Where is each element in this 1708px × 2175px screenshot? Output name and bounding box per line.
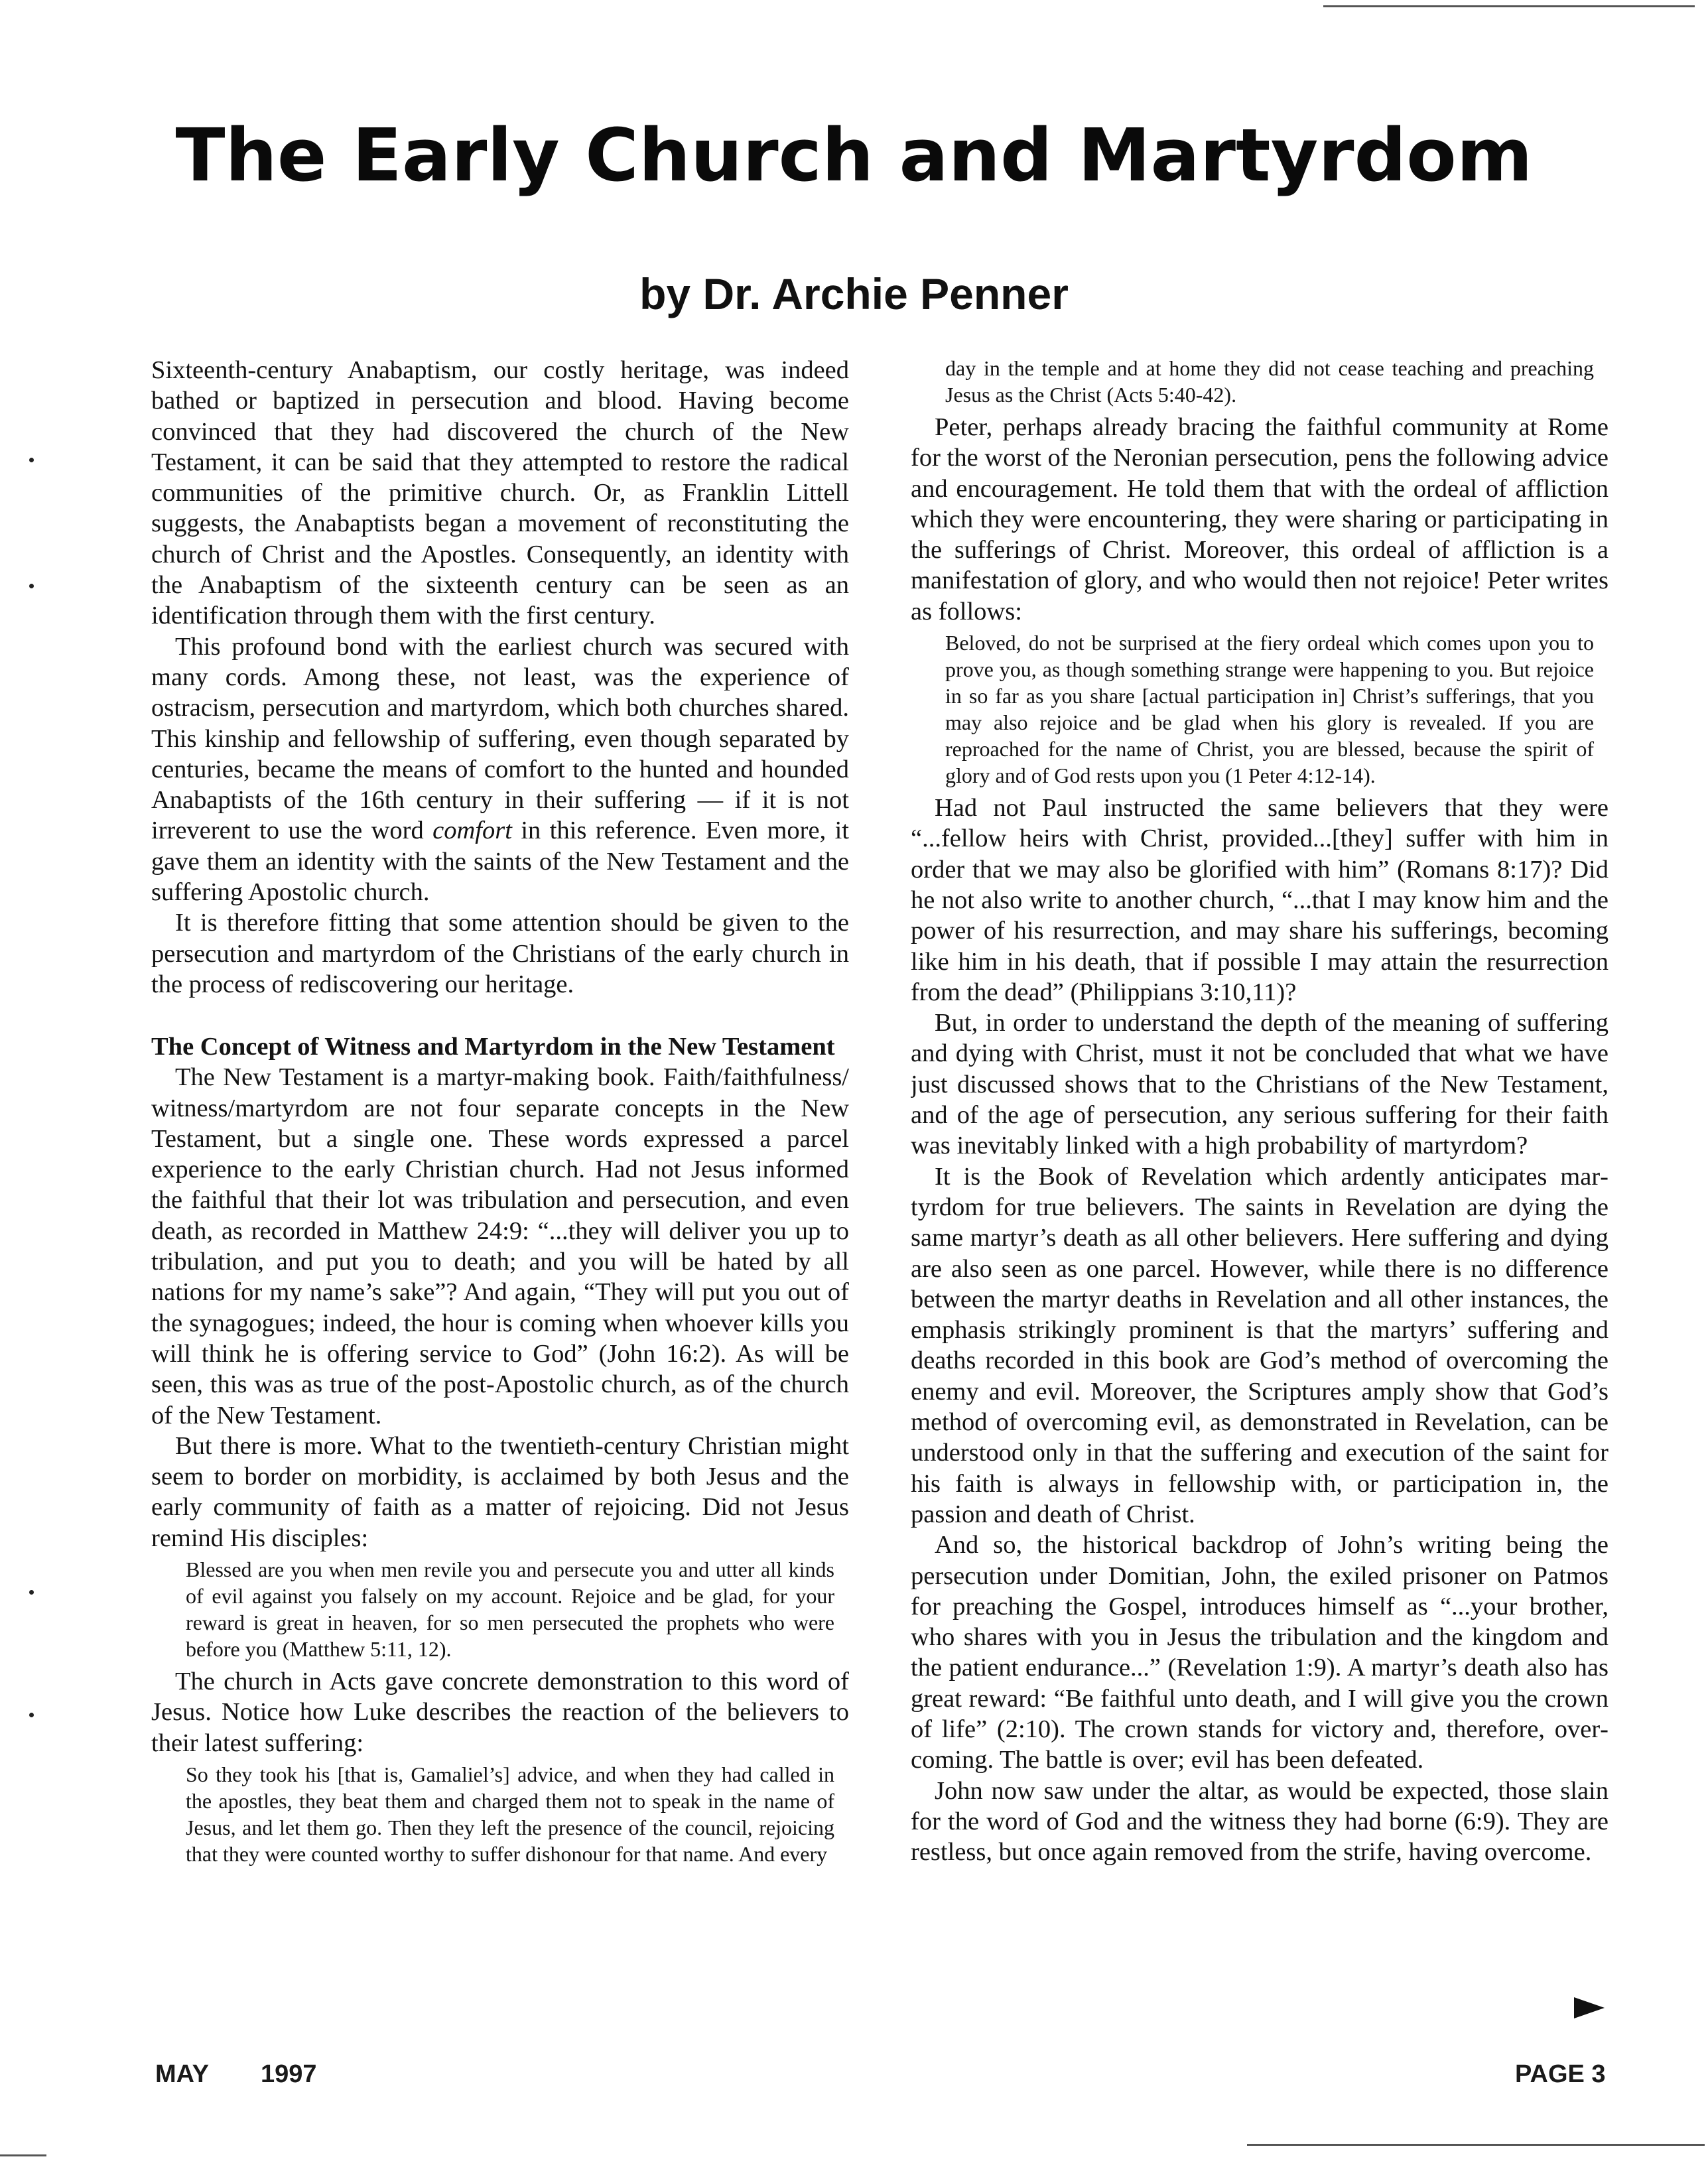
corner-rule xyxy=(0,2154,46,2156)
body-paragraph xyxy=(151,631,849,908)
margin-dot xyxy=(29,584,34,588)
margin-dot xyxy=(29,1713,34,1717)
body-paragraph: But there is more. What to the twentieth-century Christian might seem to border on morbidity, is acclaimed by both Jesus and the early community of faith as a matter of rejoicing. Did not Jesus remind His disciples: xyxy=(151,1431,849,1552)
section-heading: The Concept of Witness and Martyrdom in the New Testament xyxy=(151,1033,835,1061)
continue-arrow-icon xyxy=(1574,1997,1605,2018)
block-quote: Blessed are you when men revile you and persecute you and utter all kinds of evil against you falsely on my account. Rejoice and be glad, for your reward is great in heaven, for so men persecuted the prophets who were before you (Matthew 5:11, 12). xyxy=(186,1557,834,1661)
article-title: The Early Church and Martyrdom xyxy=(175,113,1533,198)
body-paragraph: John now saw under the altar, as would be expected, those slain for the word of God and the witness they had borne (6:9). They are restless, but once again removed from the strife, having overcome. xyxy=(911,1776,1609,1867)
body-paragraph: The New Testament is a martyr-making book. Faith/faithfulness/ witness/martyrdom are not four separate concepts in the New Testament, but a single one. These words expressed a parcel experience to the early Christian church. Had not Jesus informed the faithful that their lot was tribulation and persecution, and even death, as recorded in Matthew 24:9: “...they will deliver you up to tribulation, and put you to death; and you will be hated by all nations for my name’s sake”? And again, “They will put you out of the synagogues; indeed, the hour is coming when whoever kills you will think he is offering service to God” (John 16:2). As will be seen, this was as true of the post-Apostolic church, as of the church of the New Testament. xyxy=(151,1063,849,1429)
block-quote: So they took his [that is, Gamaliel’s] advice, and when they had called in the apostles, they beat them and charged them not to speak in the name of Jesus, and let them go. Then they left the presence of the council, rejoicing that they were counted worthy to suffer dishonour for that name. And every xyxy=(186,1762,834,1866)
body-paragraph: It is the Book of Revelation which ardently anticipates martyrdom for true believers. The saints in Revelation are dying the same martyr’s death as all other believers. Here suffering and dying are also seen as one parcel. However, while there is no difference between the martyr deaths in Revelation and all other instances, the emphasis strikingly prominent is that the martyrs’ suffering and deaths recorded in this book are God’s method of overcoming the enemy and evil. Moreover, the Scriptures amply show that God’s method of overcoming evil, as demonstrated in Revelation, can be understood only in that the suffering and execution of the saint for his faith is always in fellowship with, or participation in, the passion and death of Christ. xyxy=(911,1162,1609,1528)
text-run: in this reference. Even more, it gave them an identity with the saints of the New Testament and the suffering Apostolic church. xyxy=(151,817,849,907)
body-paragraph: The church in Acts gave concrete demonstration to this word of Jesus. Notice how Luke describes the reaction of the believers to their latest suffering: xyxy=(151,1667,849,1757)
block-quote-continued: day in the temple and at home they did not cease teaching and preaching Jesus as the Christ (Acts 5:40-42). xyxy=(945,356,1594,407)
body-paragraph: Had not Paul instructed the same believers that they were “...fellow heirs with Christ, provided...[they] suffer with him in order that we may also be glorified with him” (Romans 8:17)? Did he not also write to another church, “...that I may know him and the power of his resurrection, and may share his sufferings, becoming like him in his death, that if possible I may attain the resurrection from the dead” (Philippians 3:10,11)? xyxy=(911,794,1609,1006)
footer-year: 1997 xyxy=(261,2060,317,2088)
emphasis-word: comfort xyxy=(432,817,512,845)
body-paragraph: It is therefore fitting that some attention should be given to the persecution and martyrdom of the Christians of the early church in the process of rediscovering our heritage. xyxy=(151,909,849,998)
body-paragraph: Peter, perhaps already bracing the faithful community at Rome for the worst of the Neronian persecution, pens the following advice and encouragement. He told them that with the ordeal of affliction which they were encountering, they were sharing or participating in the sufferings of Christ. Moreover, this ordeal of affliction is a manifestation of glory, and who would then not rejoice! Peter writes as follows: xyxy=(911,413,1609,626)
footer-page-number: PAGE 3 xyxy=(1515,2060,1606,2088)
text-run: This profound bond with the earliest church was secured with many cords. Among these, not least, was the experience of ostracism, persecution and martyrdom, which both churches shared. This kinship and fellowship of suffering, even though separated by centuries, became the means of comfort to the hunted and hounded Anabaptists of the 16th century in their suffering — if it is not irreverent to use the word xyxy=(151,632,849,845)
body-paragraph: But, in order to understand the depth of the meaning of suffering and dying with Christ, must it not be concluded that what we have just discussed shows that to the Christians of the New Testament, and of the age of persecution, any serious suffering for their faith was inevitably linked with a high probability of martyrdom? xyxy=(911,1009,1609,1160)
top-rule xyxy=(1323,5,1695,7)
block-quote: Beloved, do not be surprised at the fiery ordeal which comes upon you to prove you, as though something strange were happening to you. But rejoice in so far as you share [actual participation in] Christ’s sufferings, that you may also rejoice and be glad when his glory is revealed. If you are reproached for the name of Christ, you are blessed, because the spirit of glory and of God rests upon you (1 Peter 4:12-14). xyxy=(945,631,1594,788)
article-byline: by Dr. Archie Penner xyxy=(639,269,1069,318)
body-paragraph: And so, the historical backdrop of John’s writing being the persecution under Domitian, John, the exiled prisoner on Patmos for preaching the Gospel, introduces himself as “...your brother, who shares with you in Jesus the tribulation and the kingdom and the patient endurance...” (Revelation 1:9). A martyr’s death also has great reward: “Be faithful unto death, and I will give you the crown of life” (2:10). The crown stands for victory and, therefore, overcoming. The battle is over; evil has been defeated. xyxy=(911,1531,1609,1774)
margin-dot xyxy=(29,1590,34,1595)
left-column xyxy=(151,355,849,2040)
right-column xyxy=(911,355,1609,2040)
body-paragraph: Sixteenth-century Anabaptism, our costly heritage, was indeed bathed or baptized in persecution and blood. Having become convinced that they had discovered the church of the New Testament, it can be said that they attempted to restore the radical communities of the primitive church. Or, as Franklin Littell suggests, the Anabaptists began a movement of reconstituting the church of Christ and the Apostles. Consequently, an identity with the Anabaptism of the sixteenth century can be seen as an identification through them with the first century. xyxy=(151,356,849,630)
footer-month: MAY xyxy=(155,2060,209,2088)
bottom-rule xyxy=(1247,2144,1705,2146)
margin-dot xyxy=(29,458,34,462)
